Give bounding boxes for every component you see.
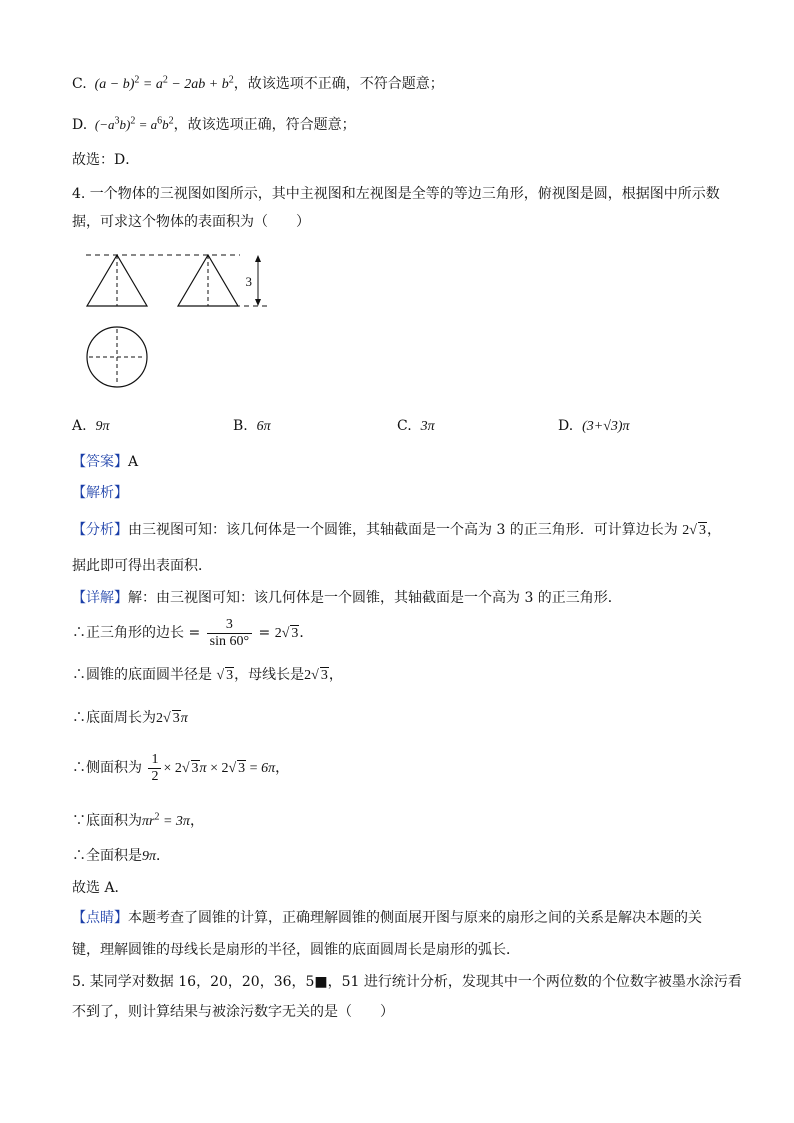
question-4-line-1: 4. 一个物体的三视图如图所示，其中主视图和左视图是全等的等边三角形，俯视图是圆，根据图中所示数: [72, 186, 720, 202]
three-view-figure: [80, 246, 280, 396]
option-c-value: 3π: [420, 419, 435, 434]
base-area-expr: $\pi r^2 = 3\pi$: [142, 811, 190, 829]
conclusion-d: 故选：D．: [72, 152, 140, 168]
step-4: ∴侧面积为 $\frac{1}{2}$ × 2√ 3π × 2√ 3 = 6π，: [72, 751, 290, 784]
fenxi-line-2: 据此即可得出表面积．: [72, 558, 212, 574]
question-4-line-2: 据，可求这个物体的表面积为（ ）: [72, 214, 310, 230]
line-prefix: C.: [72, 76, 87, 92]
line-text: ，故该选项不正确，不符合题意；: [233, 76, 444, 92]
answer-tag: 【答案】: [72, 454, 128, 470]
arrow-head-top: [255, 255, 261, 262]
lateral-area-expr: × 2√ 3π × 2√ 3 = 6π: [163, 761, 276, 776]
question-5-line-1: 5. 某同学对数据 16，20，20，36，5■，51 进行统计分析，发现其中一个两位数的个位数字被墨水涂污看: [72, 974, 742, 990]
dianjing-line-2: 键，理解圆锥的母线长是扇形的半径，圆锥的底面圆周长是扇形的弧长．: [72, 942, 520, 958]
dianjing-tag: 【点睛】: [72, 910, 128, 926]
fraction: $\frac{3}{\sin 60^\circ}$: [207, 617, 252, 650]
dianjing-line-1: 【点睛】本题考查了圆锥的计算，正确理解圆锥的侧面展开图与原来的扇形之间的关系是解决本题的关: [72, 910, 702, 926]
step-1: ∴正三角形的边长 = $\frac{3}{\sin 60^\circ}$ = 2√ 3．: [72, 616, 314, 649]
option-c[interactable]: C. 3π: [397, 418, 435, 434]
xiangjie-line: [72, 588, 622, 608]
option-d[interactable]: D. (3+√3)π: [558, 418, 630, 434]
analysis-tag: 【解析】: [72, 485, 128, 501]
question-5-line-2: 不到了，则计算结果与被涂污数字无关的是（ ）: [72, 1004, 394, 1020]
step-3: ∴底面周长为2√ 3π: [72, 710, 188, 726]
fenxi-tag: 【分析】: [72, 522, 128, 538]
circumference: 2√ 3π: [156, 711, 188, 726]
option-d-value: (3+√3)π: [582, 419, 630, 434]
formula: $(a - b)^2 = a^2 - 2ab + b^2$: [91, 74, 234, 92]
conclusion-a: 故选 A．: [72, 880, 129, 896]
step-2: ∴圆锥的底面圆半径是 √ 3，母线长是2√ 3，: [72, 667, 343, 683]
option-a-value: 9π: [95, 419, 110, 434]
xiangjie-text: 解：由三视图可知：该几何体是一个圆锥，其轴截面是一个高为 3 的正三角形．: [128, 590, 622, 606]
option-a[interactable]: A. 9π: [72, 418, 110, 434]
answer-line: [72, 452, 138, 472]
option-b[interactable]: B. 6π: [233, 418, 271, 434]
formula: $(-a^3b)^2 = a^6b^2$: [91, 115, 174, 132]
line-prefix: D.: [72, 117, 88, 133]
option-c-explanation: [72, 74, 444, 95]
fenxi-text: 由三视图可知：该几何体是一个圆锥，其轴截面是一个高为 3 的正三角形．可计算边长为: [128, 522, 678, 538]
step-5: ∵底面积为$\pi r^2 = 3\pi$，: [72, 811, 204, 829]
fenxi-line-1: 【分析】由三视图可知：该几何体是一个圆锥，其轴截面是一个高为 3 的正三角形．可计算边长为 2√ 3，: [72, 522, 721, 538]
side-length-expr: 2√ 3: [682, 523, 706, 538]
answer-value: A: [128, 454, 139, 470]
half-fraction: $\frac{1}{2}$: [148, 752, 161, 785]
arrow-head-bottom: [255, 299, 261, 306]
total-area: 9π: [142, 849, 157, 864]
result: 2√ 3: [274, 626, 299, 641]
slant-value: 2√ 3: [304, 668, 328, 683]
line-text: ，故该选项正确，符合题意；: [173, 117, 356, 133]
option-b-value: 6π: [256, 419, 271, 434]
height-label: 3: [245, 274, 252, 289]
radius-value: √ 3: [216, 668, 234, 683]
option-d-explanation: [72, 115, 356, 135]
xiangjie-tag: 【详解】: [72, 590, 128, 606]
step-6: ∴全面积是9π．: [72, 848, 171, 864]
